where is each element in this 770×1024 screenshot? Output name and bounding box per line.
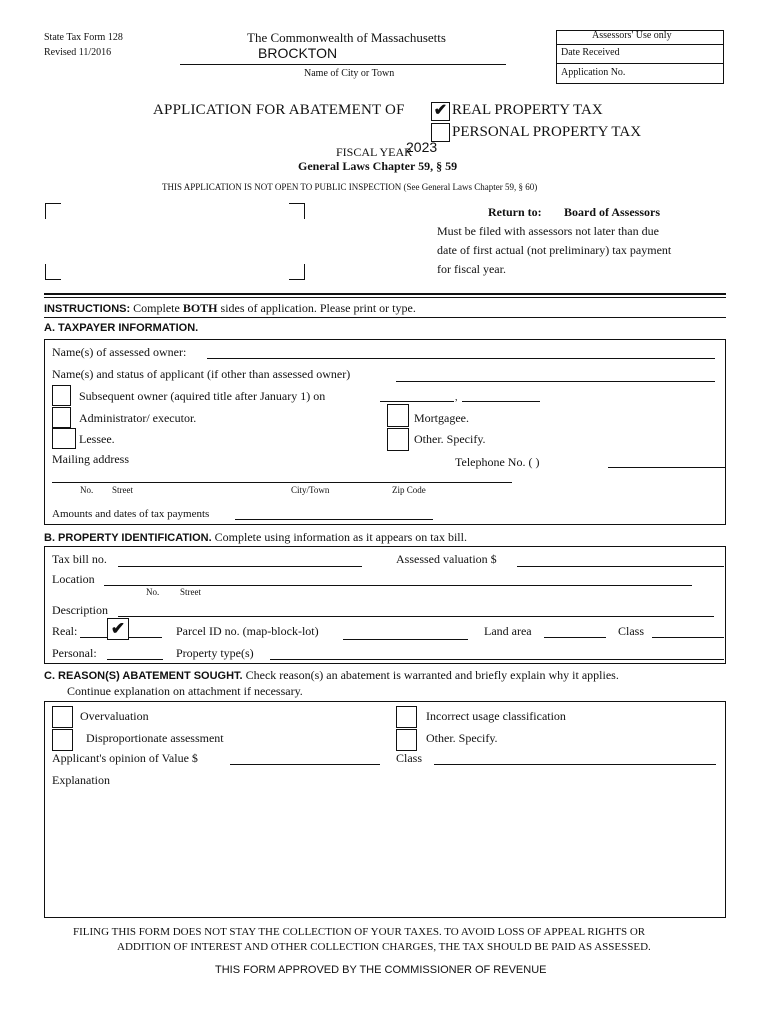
applicant-status-input[interactable] [396,381,715,382]
address-city-caption: City/Town [291,485,330,495]
footer-line-2: ADDITION OF INTEREST AND OTHER COLLECTION CHARGES, THE TAX SHOULD BE PAID AS ASSESSED. [117,941,651,953]
other-checkbox[interactable] [387,428,409,451]
administrator-label: Administrator/ executor. [79,411,197,425]
address-street-caption: Street [112,485,133,495]
location-no-caption: No. [146,587,160,597]
footer-line-1: FILING THIS FORM DOES NOT STAY THE COLLECTION OF YOUR TAXES. TO AVOID LOSS OF APPEAL RIGHTS OR [73,926,646,938]
mortgagee-checkbox[interactable] [387,404,409,427]
incorrect-usage-checkbox[interactable] [396,706,417,728]
return-line-1: Must be filed with assessors not later than due [437,224,659,238]
explanation-label: Explanation [52,773,110,787]
address-zip-caption: Zip Code [392,485,426,495]
return-to-label: Return to: [488,205,542,219]
administrator-checkbox[interactable] [52,407,71,428]
continue-note: Continue explanation on attachment if necessary. [67,684,303,698]
instructions-both: BOTH [182,301,218,315]
instructions-label: INSTRUCTIONS: [44,303,131,315]
section-b-note: Complete using information as it appears on tax bill. [214,530,467,544]
class-label-c: Class [396,751,423,765]
parcel-id-label: Parcel ID no. (map-block-lot) [176,624,319,638]
mailing-address-label: Mailing address [52,452,129,466]
date-comma: , [455,392,458,403]
opinion-value-input[interactable] [230,764,380,765]
lessee-label: Lessee. [79,432,115,446]
description-input[interactable] [118,616,714,617]
class-label-b: Class [618,624,645,638]
return-line-3: for fiscal year. [437,262,506,276]
subsequent-owner-label: Subsequent owner (aquired title after January 1) on [79,389,326,403]
property-types-label: Property type(s) [176,646,254,660]
real-label: Real: [52,624,78,638]
section-b-box [44,546,726,664]
board-of-assessors: Board of Assessors [564,205,661,219]
real-property-label: REAL PROPERTY TAX [452,102,603,118]
assessed-owner-label: Name(s) of assessed owner: [52,345,187,359]
instructions-rule-bottom [44,317,726,318]
commonwealth-title: The Commonwealth of Massachusetts [247,30,446,45]
telephone-label: Telephone No. ( ) [455,455,540,469]
address-corner-tl [45,203,61,219]
address-corner-br [289,264,305,280]
section-b-heading: B. PROPERTY IDENTIFICATION. [44,532,212,544]
section-b-header [44,530,467,545]
assessed-valuation-label: Assessed valuation $ [396,552,497,566]
parcel-id-input[interactable] [343,639,468,640]
property-types-input[interactable] [270,659,724,660]
location-street-caption: Street [180,587,201,597]
applicant-status-label: Name(s) and status of applicant (if other than assessed owner) [52,367,351,381]
subsequent-date-input-2[interactable] [462,401,540,402]
incorrect-usage-label: Incorrect usage classification [426,709,566,723]
section-c-header [44,668,619,683]
overvaluation-checkbox[interactable] [52,706,73,728]
address-corner-bl [45,264,61,280]
assessors-divider-2 [556,63,724,64]
section-c-heading: C. REASON(S) ABATEMENT SOUGHT. [44,670,243,682]
subsequent-owner-checkbox[interactable] [52,385,71,406]
other-label: Other. Specify. [414,432,486,446]
class-input-c[interactable] [434,764,716,765]
class-input-b[interactable] [652,637,724,638]
disproportionate-label: Disproportionate assessment [86,731,224,745]
city-caption: Name of City or Town [304,68,395,79]
tax-payments-label: Amounts and dates of tax payments [52,508,210,520]
revised-date: Revised 11/2016 [44,47,112,58]
assessors-divider-1 [556,44,724,45]
instructions-text-pre: Complete [133,301,180,315]
description-label: Description [52,603,108,617]
telephone-input[interactable] [608,467,725,468]
tax-bill-input[interactable] [118,566,362,567]
land-area-input[interactable] [544,637,606,638]
opinion-value-label: Applicant's opinion of Value $ [52,751,198,765]
return-line-2: date of first actual (not preliminary) tax payment [437,243,672,257]
date-received-label[interactable]: Date Received [561,47,620,58]
personal-input[interactable] [107,659,163,660]
location-label: Location [52,572,95,586]
assessed-valuation-input[interactable] [517,566,724,567]
other-reason-checkbox[interactable] [396,729,417,751]
disproportionate-checkbox[interactable] [52,729,73,751]
tax-bill-label: Tax bill no. [52,552,107,566]
fiscal-year-value[interactable]: 2023 [406,139,438,155]
real-property-checkbox[interactable]: ✔ [431,102,450,121]
section-c-note: Check reason(s) an abatement is warranted and briefly explain why it applies. [245,668,619,682]
address-no-caption: No. [80,485,94,495]
overvaluation-label: Overvaluation [80,709,149,723]
subsequent-date-input-1[interactable] [380,401,454,402]
personal-label: Personal: [52,646,97,660]
real-checkbox[interactable]: ✔ [107,618,129,640]
instructions-rule-top [44,293,726,295]
application-title: APPLICATION FOR ABATEMENT OF [153,102,405,118]
other-reason-label: Other. Specify. [426,731,498,745]
explanation-area[interactable] [52,790,716,912]
land-area-label: Land area [484,624,532,638]
form-number: State Tax Form 128 [44,32,123,43]
approved-by: THIS FORM APPROVED BY THE COMMISSIONER OF REVENUE [215,964,547,976]
location-input[interactable] [104,585,692,586]
city-line [180,64,506,65]
lessee-checkbox[interactable] [52,428,76,449]
city-value[interactable]: BROCKTON [258,45,338,61]
mailing-address-input[interactable] [52,482,512,483]
not-open-notice: THIS APPLICATION IS NOT OPEN TO PUBLIC INSPECTION (See General Laws Chapter 59, § 60) [162,182,538,192]
mortgagee-label: Mortgagee. [414,411,469,425]
fiscal-year-label: FISCAL YEAR [336,145,413,159]
assessed-owner-input[interactable] [207,358,715,359]
assessors-use-title: Assessors' Use only [592,30,672,41]
application-no-label[interactable]: Application No. [561,67,626,78]
general-laws: General Laws Chapter 59, § 59 [298,159,458,173]
instructions [44,301,416,316]
tax-payments-input[interactable] [235,519,433,520]
instructions-rule-top-2 [44,297,726,298]
section-a-heading: A. TAXPAYER INFORMATION. [44,322,199,334]
personal-property-label: PERSONAL PROPERTY TAX [452,124,642,140]
address-corner-tr [289,203,305,219]
instructions-text-post: sides of application. Please print or type. [220,301,416,315]
